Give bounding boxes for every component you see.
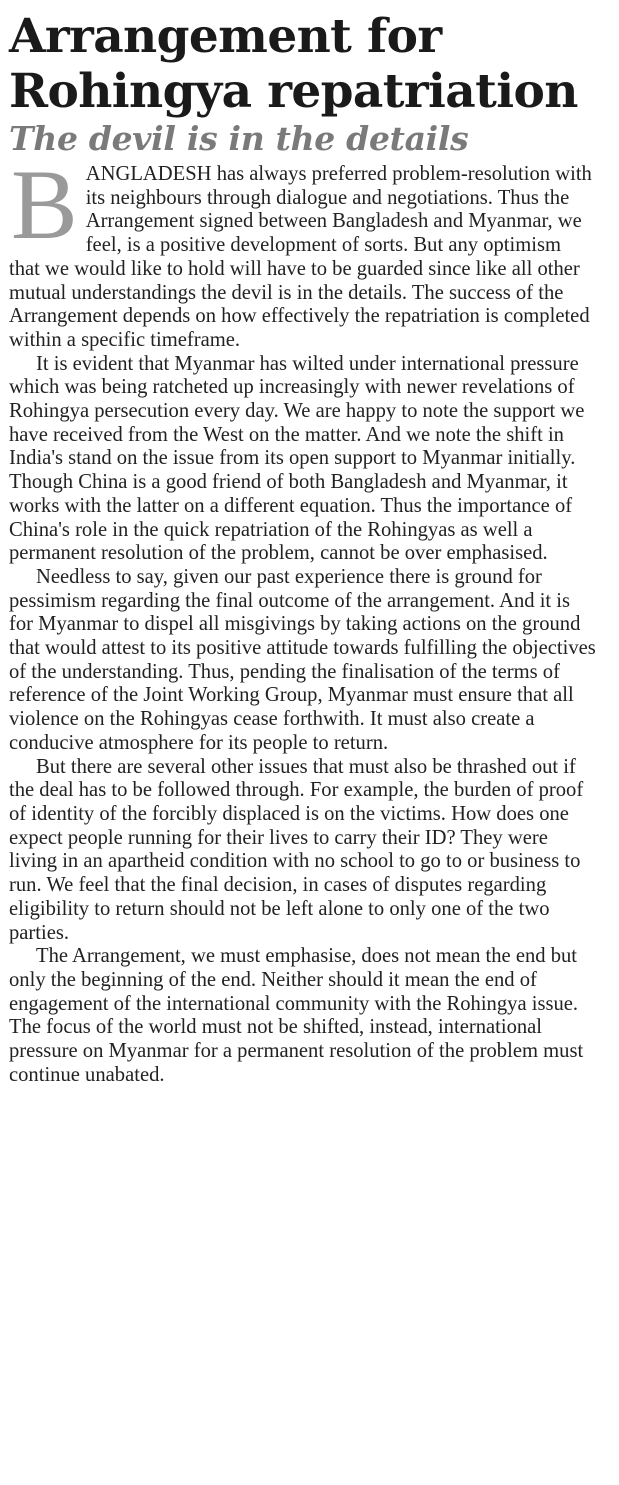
paragraph-4: But there are several other issues that must also be thrashed out if the deal has to be followed through. For example, the burden of proof of identity of the forcibly displaced is on the victims. How does one expect people running for their lives to carry their ID? They were living in an apartheid condition with no school to go to or business to run. We feel that the final decision, in cases of disputes regarding eligibility to return should not be left alone to only one of the two parties.	[9, 755, 584, 944]
paragraph-1-text: ANGLADESH has always preferred problem-resolution with its neighbours through dialogue and negotiations. Thus the Arrangement signed between Bangladesh and Myanmar, we feel, is a positive development of sorts. But any optimism that we would like to hold will have to be guarded since like all other mutual understandings the devil is in the details. The success of the Arrangement depends on how effectively the repatriation is completed within a specific timeframe.	[9, 163, 592, 351]
headline-line-1: Arrangement for	[9, 9, 442, 64]
paragraph-2: It is evident that Myanmar has wilted under international pressure which was being ratcheted up increasingly with newer revelations of Rohingya persecution every day. We are happy to note the support we have received from the West on the matter. And we note the shift in India's stand on the issue from its open support to Myanmar initially. Though China is a good friend of both Bangladesh and Myanmar, it works with the latter on a different equation. Thus the importance of China's role in the quick repatriation of the Rohingyas as well a permanent resolution of the problem, cannot be over emphasised.	[9, 352, 585, 565]
drop-cap: B	[11, 149, 78, 260]
article-body	[9, 149, 597, 1087]
subheadline: The devil is in the details	[9, 119, 469, 158]
paragraph-3: Needless to say, given our past experience there is ground for pessimism regarding the final outcome of the arrangement. And it is for Myanmar to dispel all misgivings by taking actions on the ground that would attest to its positive attitude towards fulfilling the objectives of the understanding. Thus, pending the finalisation of the terms of reference of the Joint Working Group, Myanmar must ensure that all violence on the Rohingyas cease forthwith. It must also create a conducive atmosphere for its people to return.	[9, 565, 596, 754]
headline-line-2: Rohingya repatriation	[9, 64, 578, 119]
editorial-article	[9, 0, 597, 1087]
paragraph-5: The Arrangement, we must emphasise, does not mean the end but only the beginning of the end. Neither should it mean the end of engagement of the international community with the Rohingya issue. The focus of the world must not be shifted, instead, international pressure on Myanmar for a permanent resolution of the problem must continue unabated.	[9, 945, 584, 1086]
paragraph-1	[9, 149, 597, 353]
headline	[9, 9, 597, 119]
